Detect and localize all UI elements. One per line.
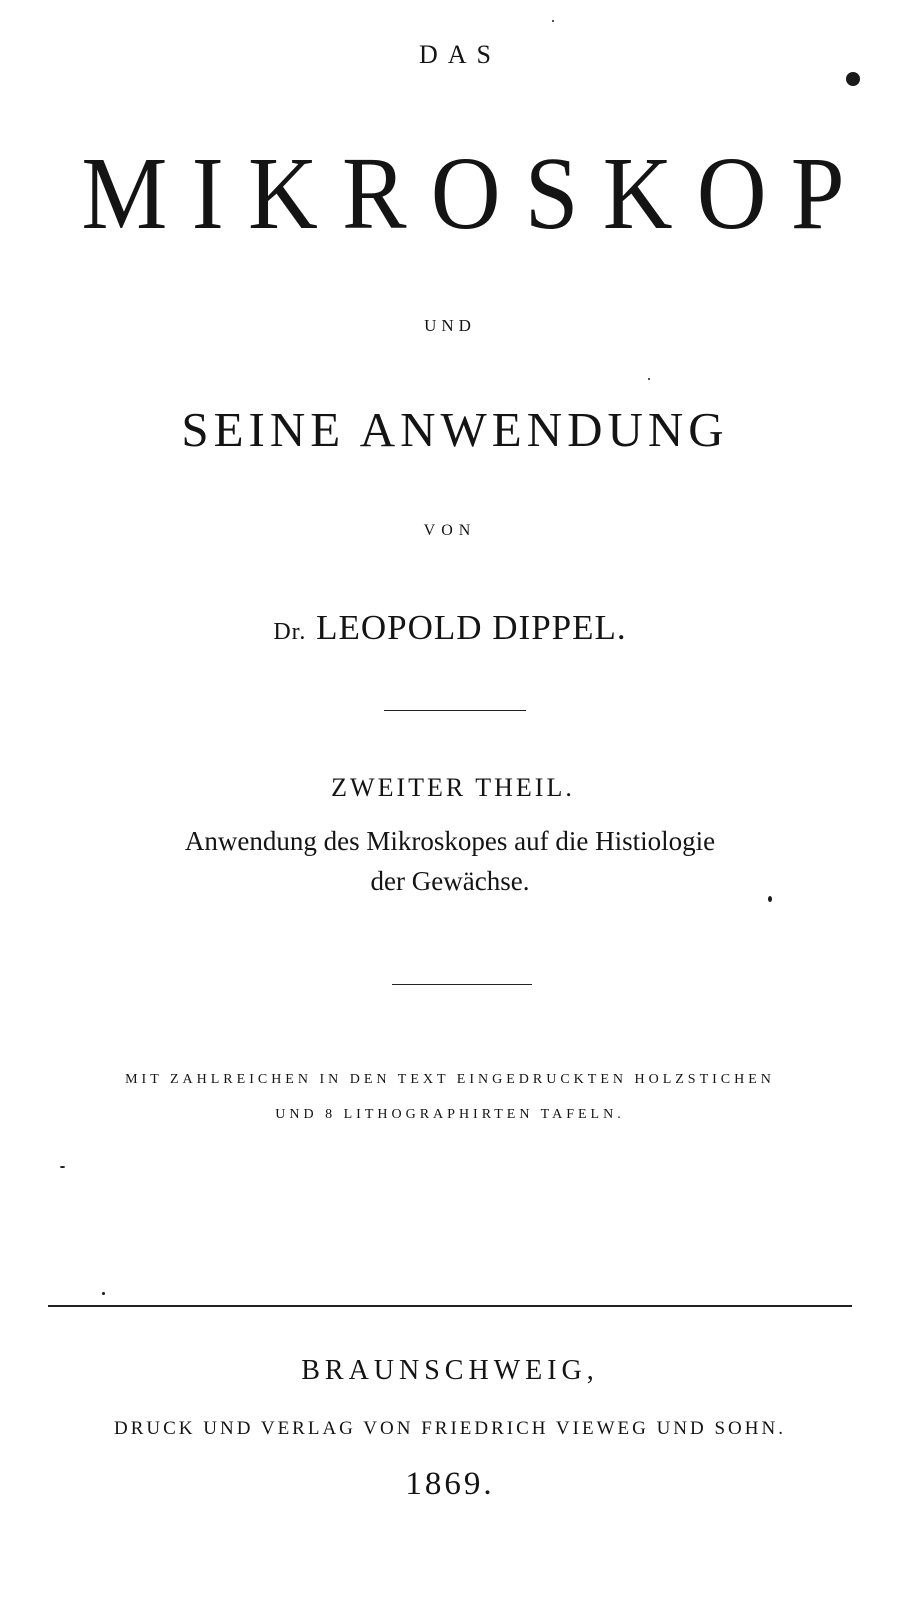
subtitle: SEINE ANWENDUNG [181, 402, 729, 457]
imprint-year: 1869. [405, 1466, 495, 1502]
scan-speck [648, 378, 650, 380]
author-prefix: Dr. [273, 619, 307, 645]
conjunction-und: UND [424, 316, 476, 335]
imprint-rule [48, 1305, 852, 1307]
imprint-place: BRAUNSCHWEIG, [301, 1355, 599, 1386]
illustrations-note-line-1: MIT ZAHLREICHEN IN DEN TEXT EINGEDRUCKTEN HOLZSTICHEN [125, 1072, 775, 1087]
part-description-line-1: Anwendung des Mikroskopes auf die Histiologie [184, 826, 716, 856]
part-heading: ZWEITER THEIL. [331, 773, 575, 802]
author-line [0, 608, 900, 648]
scan-speck [846, 72, 860, 86]
scan-speck [102, 1292, 105, 1295]
scan-speck [60, 1166, 65, 1168]
author-name: LEOPOLD DIPPEL. [316, 608, 627, 647]
divider-rule [392, 984, 532, 985]
illustrations-note-line-2: UND 8 LITHOGRAPHIRTEN TAFELN. [275, 1107, 625, 1122]
by-von: VON [423, 522, 477, 539]
overline-das: DAS [418, 40, 501, 69]
main-title: MIKROSKOP [81, 136, 869, 251]
part-description-line-2: der Gewächse. [370, 866, 530, 896]
scan-speck [768, 896, 772, 902]
divider-rule [384, 710, 526, 711]
scan-speck [552, 20, 554, 22]
imprint-publisher: DRUCK UND VERLAG VON FRIEDRICH VIEWEG UND SOHN. [114, 1418, 786, 1439]
